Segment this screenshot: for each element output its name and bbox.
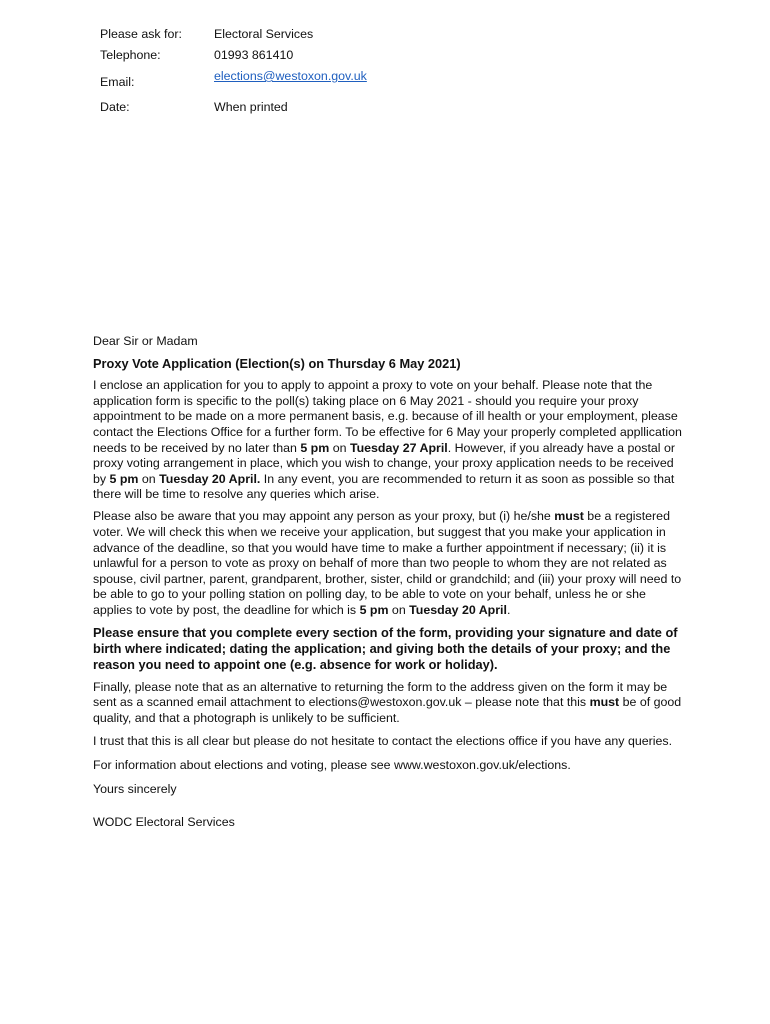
p2-bold-2: 5 pm: [359, 603, 389, 617]
paragraph-queries: I trust that this is all clear but please do not hesitate to contact the elections office if you have any queries.: [93, 734, 673, 749]
p1-text-a: I enclose an application for you to apply to appoint a proxy to vote on your behalf. Please note that the application form is specific to the poll(s) taking place on 6 May 2021 - should you require your proxy appointment to be made on a more permanent basis, e.g. because of ill health or your employment, please contact the Elections Office for a further form. To be effective for 6 May your properly completed appllication needs to be received by no later than: [93, 378, 682, 455]
ask-value: Electoral Services: [214, 27, 314, 41]
p4-text-a: Finally, please note that as an alternative to returning the form to the address given on the form it may be sent as a scanned email attachment to elections@westoxon.gov.uk – please note that this: [93, 679, 668, 710]
p2-bold-3: Tuesday 20 April: [409, 603, 507, 617]
p1-text-f: In any event, you are recommended to return it as soon as possible so that there will be time to resolve any queries which arise.: [93, 471, 675, 502]
paragraph-proxy-rules: [93, 509, 683, 618]
p2-bold-1: must: [554, 509, 584, 524]
paragraph-deadlines: [93, 378, 683, 503]
telephone-value: 01993 861410: [214, 48, 294, 62]
salutation: Dear Sir or Madam: [93, 334, 198, 348]
p2-text-d: on: [388, 603, 410, 617]
paragraph-email-alternative: [93, 680, 683, 727]
email-label: Email:: [100, 75, 135, 89]
p1-bold-4: Tuesday 20 April.: [159, 471, 261, 486]
email-link[interactable]: elections@westoxon.gov.uk: [214, 69, 367, 83]
ask-label: Please ask for:: [100, 27, 182, 41]
letter-subject: Proxy Vote Application (Election(s) on Thursday 6 May 2021): [93, 356, 461, 372]
email-value-wrap: [214, 68, 367, 84]
telephone-label: Telephone:: [100, 48, 161, 62]
p4-bold-1: must: [589, 695, 620, 710]
letter-body: [93, 334, 683, 831]
date-value: When printed: [214, 100, 288, 114]
p1-text-c: on: [329, 440, 350, 455]
p1-bold-1: 5 pm: [300, 440, 330, 455]
paragraph-more-info: For information about elections and voting, please see www.westoxon.gov.uk/elections.: [93, 757, 571, 772]
signature: WODC Electoral Services: [93, 815, 235, 830]
p2-text-e: .: [506, 603, 511, 617]
paragraph-instructions: Please ensure that you complete every section of the form, providing your signature and date of birth where indicated; dating the application; and giving both the details of your proxy; and the reason you need to appoint one (e.g. absence for work or holiday).: [93, 625, 678, 673]
p2-text-a: Please also be aware that you may appoint any person as your proxy, but (i) he/she: [93, 509, 555, 524]
p1-bold-2: Tuesday 27 April: [349, 440, 448, 455]
p1-text-d: . However, if you already have a postal or proxy voting arrangement in place, which you wish to change, your proxy application needs to be received by: [93, 440, 676, 486]
p2-text-c: be a registered voter. We will check this when we receive your application, but suggest that you make your application in advance of the deadline, so that you would have time to make a further appointment if necessary; (ii) it is unlawful for a person to vote as proxy on behalf of more than two people to whom they are not related as spouse, civil partner, parent, grandparent, brother, sister, child or grandchild; and (iii) your proxy will need to be able to go to your polling station on polling day, to be able to vote on your behalf, unless he or she applies to vote by post, the deadline for which is: [93, 509, 682, 617]
p1-text-e: on: [138, 471, 160, 486]
closing: Yours sincerely: [93, 781, 177, 796]
date-label: Date:: [100, 100, 130, 114]
p1-bold-3: 5 pm: [109, 471, 139, 486]
p4-text-c: be of good quality, and that a photograph is unlikely to be sufficient.: [93, 695, 682, 725]
